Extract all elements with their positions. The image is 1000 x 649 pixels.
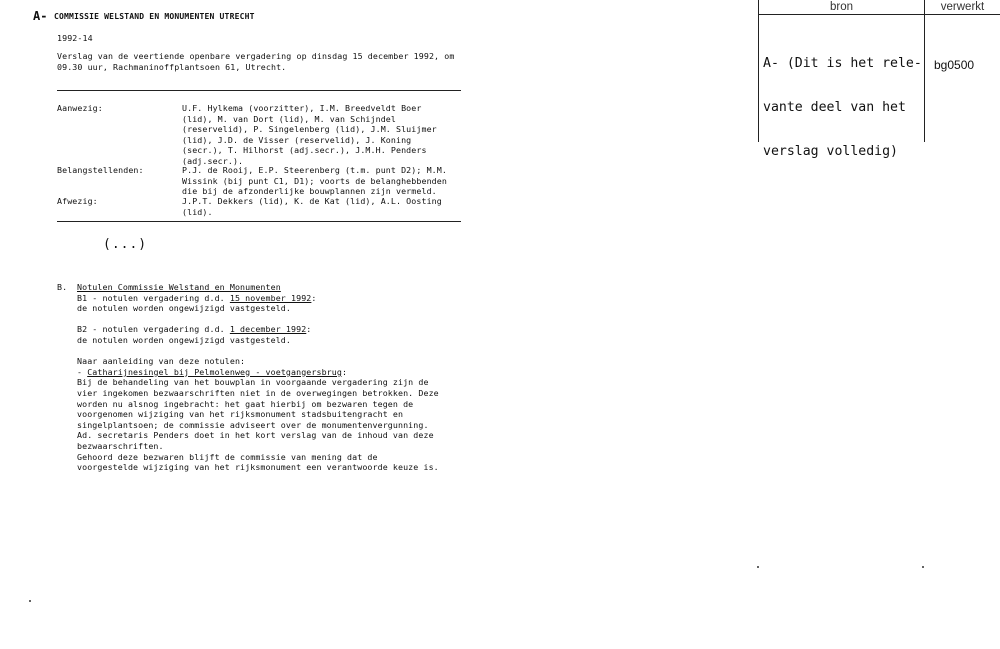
attendance-label-absent: Afwezig: [57,196,98,206]
names-line: die bij de afzonderlijke bouwplannen zijn vermeld. [182,186,437,197]
paragraph-line: bezwaarschriften. [77,440,164,451]
item-prefix: - [77,366,88,377]
note-line: vante deel van het [763,99,906,115]
b2-heading [77,324,439,335]
attendance-label-interested: Belangstellenden: [57,165,144,175]
names-line: (reservelid), P. Singelenberg (lid), J.M. Sluijmer [182,124,437,135]
names-line: P.J. de Rooij, E.P. Steerenberg (t.m. punt D2); M.M. [182,165,447,175]
section-b-title: Notulen Commissie Welstand en Monumenten [77,282,281,292]
paragraph-line: vier ingekomen bezwaarschriften niet in de overwegingen betrokken. Deze [77,387,439,398]
section-mark: A- [33,9,48,23]
table-border-mid [924,0,925,142]
paragraph-line: worden nu alsnog ingebracht: het gaat hierbij om bezwaren tegen de [77,398,414,409]
attendance-absent-names [182,196,442,217]
paragraph-line: voorgestelde wijziging van het rijksmonument een verantwoorde keuze is. [77,462,439,473]
names-line: (lid), J.D. de Visser (reservelid), J. Koning [182,134,412,145]
note-line: A- (Dit is het rele- [763,56,922,72]
note-line: verslag volledig) [763,143,898,159]
divider-top [57,90,461,91]
intro-line: Verslag van de veertiende openbare vergadering op dinsdag 15 december 1992, om [57,51,455,61]
column-header-processed: verwerkt [940,1,985,13]
names-line: (lid). [182,206,213,217]
scan-speck [922,566,924,568]
table-header-rule [758,14,1000,15]
item-title: Catharijnesingel bij Pelmolenweg - voetgangersbrug [87,366,342,377]
b1-prefix: B1 - notulen vergadering d.d. [77,292,230,303]
attendance-present-names [182,103,437,167]
spacer [77,346,439,357]
b1-date: 15 november 1992 [229,292,312,303]
paragraph-line: singelplantsoen; de commissie adviseert over de monumentenvergunning. [77,419,429,430]
item-suffix: : [341,366,348,377]
divider-bottom [57,221,461,222]
names-line: (lid), M. van Dort (lid), M. van Schijndel [182,113,396,124]
report-intro [57,51,454,72]
paragraph-line: Ad. secretaris Penders doet in het kort verslag van de inhoud van deze [77,430,434,441]
scan-speck [29,600,31,602]
section-b-letter: B. [57,282,68,292]
b1-suffix: : [311,292,317,303]
attendance-interested-names [182,165,447,197]
omission-marker: (...) [103,237,148,252]
follow-up-item [77,367,439,378]
scan-speck [757,566,759,568]
processed-code: bg0500 [934,58,975,72]
spacer [77,314,439,325]
column-header-source: bron [829,1,854,13]
names-line: (secr.), T. Hilhorst (adj.secr.), J.M.H. Penders [182,145,427,156]
b2-prefix: B2 - notulen vergadering d.d. [77,324,230,335]
b1-decision: de notulen worden ongewijzigd vastgesteld. [77,303,291,314]
paragraph-line: Gehoord deze bezwaren blijft de commissie van mening dat de [77,451,378,462]
names-line: J.P.T. Dekkers (lid), K. de Kat (lid), A.L. Oosting [182,196,442,206]
b1-heading [77,293,439,304]
section-b-body [77,282,439,473]
b2-date: 1 december 1992 [229,324,307,335]
paragraph-line: Bij de behandeling van het bouwplan in voorgaande vergadering zijn de [77,377,429,388]
b2-suffix: : [306,324,312,335]
intro-line: 09.30 uur, Rachmaninoffplantsoen 61, Utrecht. [57,61,287,72]
follow-up-intro: Naar aanleiding van deze notulen: [77,356,246,367]
attendance-label-present: Aanwezig: [57,103,103,113]
organisation-name: COMMISSIE WELSTAND EN MONUMENTEN UTRECHT [54,12,255,21]
table-border-left [758,0,759,142]
names-line: U.F. Hylkema (voorzitter), I.M. Breedveldt Boer [182,103,422,113]
names-line: Wissink (bij punt C1, D1); voorts de belanghebbenden [182,175,447,186]
paragraph-line: voorgenomen wijziging van het rijksmonument stadsbuitengracht en [77,409,404,420]
names-line: (adj.secr.). [182,155,244,166]
source-note [763,28,922,189]
b2-decision: de notulen worden ongewijzigd vastgesteld. [77,334,291,345]
report-reference: 1992-14 [57,33,93,43]
